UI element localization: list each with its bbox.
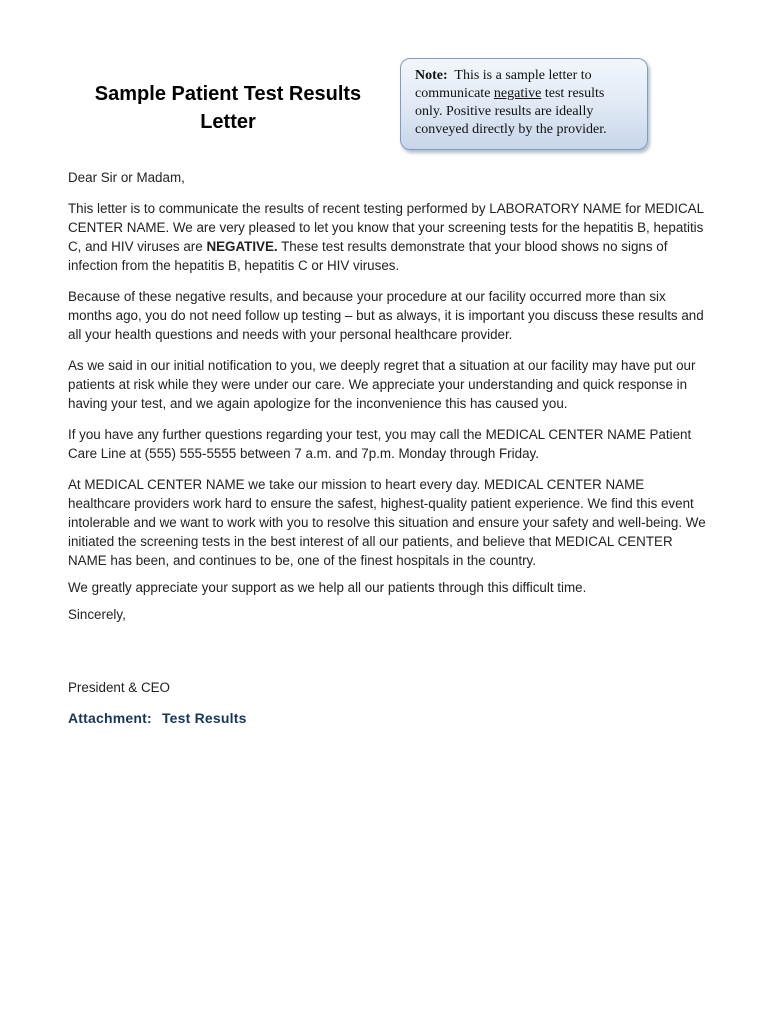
letter-greeting: Dear Sir or Madam, — [68, 170, 185, 185]
letter-title — [80, 80, 376, 136]
letter-paragraph-2: Because of these negative results, and because your procedure at our facility occurred more than six months ago, you do not need follow up testing – but as always, it is important you discuss these results and all your health questions and needs with your personal healthcare provider. — [68, 289, 704, 342]
attachment-value: Test Results — [161, 710, 247, 726]
note-text-after: test results only. Positive results are ideally conveyed directly by the provider. — [415, 86, 607, 137]
letter-body — [68, 168, 708, 740]
note-underlined-word: negative — [493, 86, 542, 101]
note-text-before: This is a sample letter to communicate — [415, 68, 592, 101]
attachment-line — [68, 709, 708, 728]
paragraph-1-start: This letter is to communicate the results of recent testing performed by LABORATORY NAME for MEDICAL CENTER NAME. We are very pleased to let you know that your screening tests for the hepatitis B, hepatitis C, and HIV viruses are — [68, 201, 704, 254]
title-line-2: Letter — [200, 111, 256, 133]
letter-paragraph-6: We greatly appreciate your support as we help all our patients through this difficult time. — [68, 580, 587, 595]
signature-space — [68, 636, 708, 678]
negative-result-emphasis: NEGATIVE. — [206, 239, 278, 254]
letter-paragraph-4: If you have any further questions regarding your test, you may call the MEDICAL CENTER NAME Patient Care Line at (555) 555-5555 between 7 a.m. and 7p.m. Monday through Friday. — [68, 427, 692, 461]
letter-paragraph-1 — [68, 199, 708, 275]
signer-role: President & CEO — [68, 680, 170, 695]
letter-paragraph-5: At MEDICAL CENTER NAME we take our mission to heart every day. MEDICAL CENTER NAME healthcare providers work hard to ensure the safest, highest-quality patient experience. We find this event intolerable and we want to work with you to resolve this situation and ensure your safety and well-being. We initiated the screening tests in the best interest of all our patients, and believe that MEDICAL CENTER NAME has been, and continues to be, one of the finest hospitals in the country. — [68, 477, 706, 568]
letter-signoff: Sincerely, — [68, 607, 126, 622]
attachment-label: Attachment: — [68, 710, 152, 726]
note-callout — [400, 58, 648, 150]
letter-paragraph-3: As we said in our initial notification to you, we deeply regret that a situation at our facility may have put our patients at risk while they were under our care. We appreciate your understanding and quick response in having your test, and we again apologize for the inconvenience this has caused you. — [68, 358, 696, 411]
title-line-1: Sample Patient Test Results — [94, 83, 362, 105]
paragraph-1-end: These test results demonstrate that your blood shows no signs of infection from the hepatitis B, hepatitis C or HIV viruses. — [68, 239, 668, 273]
note-label: Note: — [415, 68, 448, 83]
